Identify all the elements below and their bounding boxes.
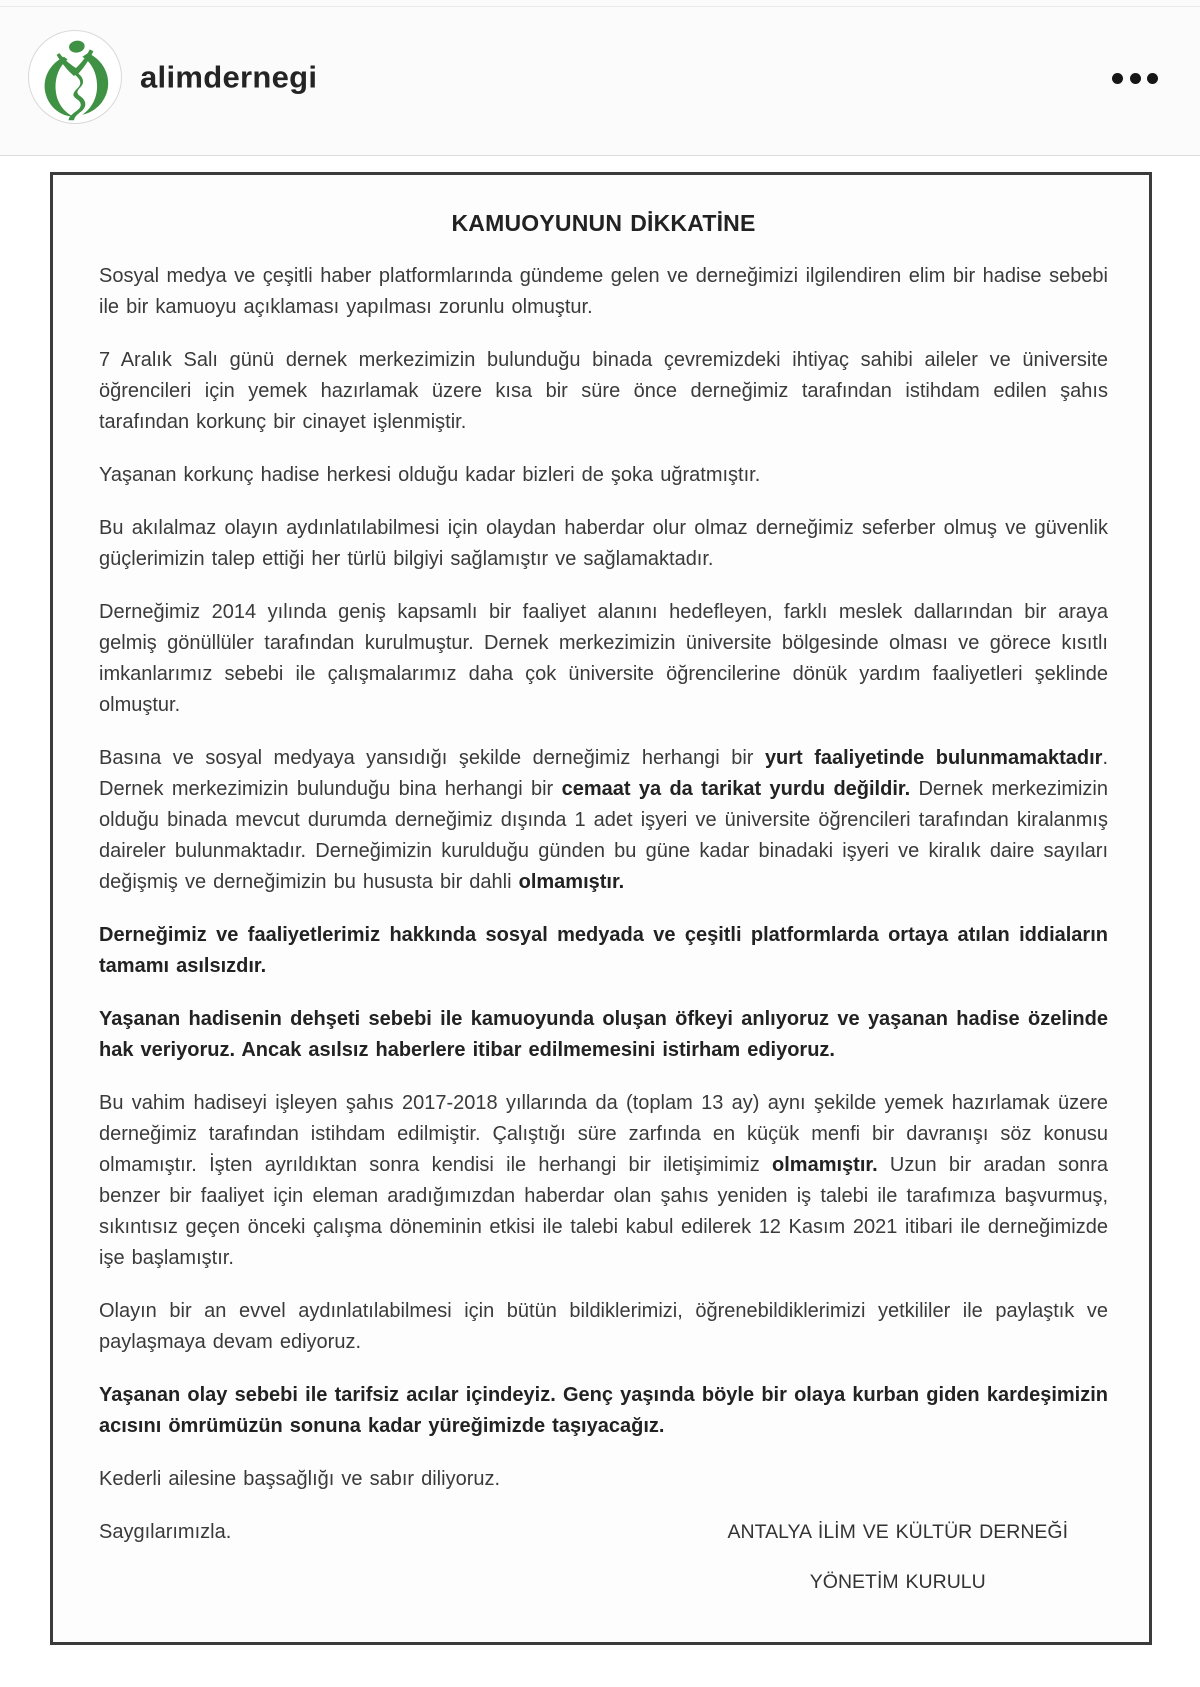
org-name: ANTALYA İLİM VE KÜLTÜR DERNEĞİ [727,1521,1068,1543]
post-image-area[interactable] [0,156,1200,1687]
document-paragraph: Olayın bir an evvel aydınlatılabilmesi için bütün bildiklerimizi, öğrenebildiklerimizi yetkililer ile paylaştık ve paylaşmaya devam ediyoruz. [99,1300,1108,1353]
post-header [0,0,1200,155]
association-logo-icon [29,31,121,123]
document-paragraph: 7 Aralık Salı günü dernek merkezimizin bulunduğu binada çevremizdeki ihtiyaç sahibi aileler ve üniversite öğrencileri için yemek hazırlamak üzere kısa bir süre önce derneğimiz tarafından istihdam edilen şahıs tarafından korkunç bir cinayet işlenmiştir. [99,349,1108,433]
signature-block [728,1517,1068,1598]
document-paragraph: Basına ve sosyal medyaya yansıdığı şekilde derneğimiz herhangi bir yurt faaliyetinde bulunmamaktadır. Dernek merkezimizin bulunduğu bina herhangi bir cemaat ya da tarikat yurdu değildir. Dernek merkezimizin olduğu binada mevcut durumda derneğimiz dışında 1 adet işyeri ve üniversite öğrencileri tarafından kiralanmış daireler bulunmaktadır. Derneğimizin kurulduğu günden bu güne kadar binadaki işyeri ve kiralık daire sayıları değişmiş ve derneğimizin bu hususta bir dahli olmamıştır. [99,747,1108,893]
document-paragraph: Bu akılalmaz olayın aydınlatılabilmesi için olaydan haberdar olur olmaz derneğimiz seferber olmuş ve güvenlik güçlerimizin talep ettiği her türlü bilgiyi sağlamıştır ve sağlamaktadır. [99,517,1108,570]
more-options-icon [1112,73,1123,84]
closing-regards: Saygılarımızla. [99,1521,232,1543]
document-title: KAMUOYUNUN DİKKATİNE [451,210,756,236]
more-options-icon [1147,73,1158,84]
document-paragraph: Yaşanan korkunç hadise herkesi olduğu kadar bizleri de şoka uğratmıştır. [99,464,761,486]
document-paragraph: Sosyal medya ve çeşitli haber platformlarında gündeme gelen ve derneğimizi ilgilendiren elim bir hadise sebebi ile bir kamuoyu açıklaması yapılması zorunlu olmuştur. [99,265,1108,318]
document-paragraph: Derneğimiz 2014 yılında geniş kapsamlı bir faaliyet alanını hedefleyen, farklı meslek dallarından bir araya gelmiş gönüllüler tarafından kurulmuştur. Dernek merkezimizin üniversite bölgesinde olması ve görece kısıtlı imkanlarımız sebebi ile çalışmalarımız daha çok üniversite öğrencilerine dönük yardım faaliyetleri şeklinde olmuştur. [99,601,1108,716]
document-paragraph: Bu vahim hadiseyi işleyen şahıs 2017-2018 yıllarında da (toplam 13 ay) aynı şekilde yemek hazırlamak üzere derneğimiz tarafından istihdam edilmiştir. Çalıştığı süre zarfında en küçük menfi bir davranışı söz konusu olmamıştır. İşten ayrıldıktan sonra kendisi ile herhangi bir iletişimimiz olmamıştır. Uzun bir aradan sonra benzer bir faaliyet için eleman aradığımızdan haberdar olan şahıs yeniden iş talebi ile tarafımıza başvurmuş, sıkıntısız geçen önceki çalışma döneminin etkisi ile talebi kabul edilerek 12 Kasım 2021 itibari ile derneğimizde işe başlamıştır. [99,1092,1109,1269]
document-closing [99,1517,1108,1598]
document-paragraph: Yaşanan olay sebebi ile tarifsiz acılar içindeyiz. Genç yaşında böyle bir olaya kurban giden kardeşimizin acısını ömrümüzün sonuna kadar yüreğimizde taşıyacağız. [99,1384,1108,1437]
username[interactable]: alimdernegi [140,58,318,94]
document-paragraph: Yaşanan hadisenin dehşeti sebebi ile kamuoyunda oluşan öfkeyi anlıyoruz ve yaşanan hadise özelinde hak veriyoruz. Ancak asılsız haberlere itibar edilmemesini istirham ediyoruz. [99,1008,1108,1061]
more-options-button[interactable] [1112,64,1158,92]
more-options-icon [1130,73,1141,84]
avatar[interactable] [28,30,122,124]
document-paragraphs [99,261,1108,1495]
document-paragraph: Derneğimiz ve faaliyetlerimiz hakkında sosyal medyada ve çeşitli platformlarda ortaya atılan iddiaların tamamı asılsızdır. [99,924,1108,977]
org-sub: YÖNETİM KURULU [809,1571,986,1593]
document-paragraph: Kederli ailesine başsağlığı ve sabır diliyoruz. [99,1468,501,1490]
statement-document [50,172,1152,1645]
